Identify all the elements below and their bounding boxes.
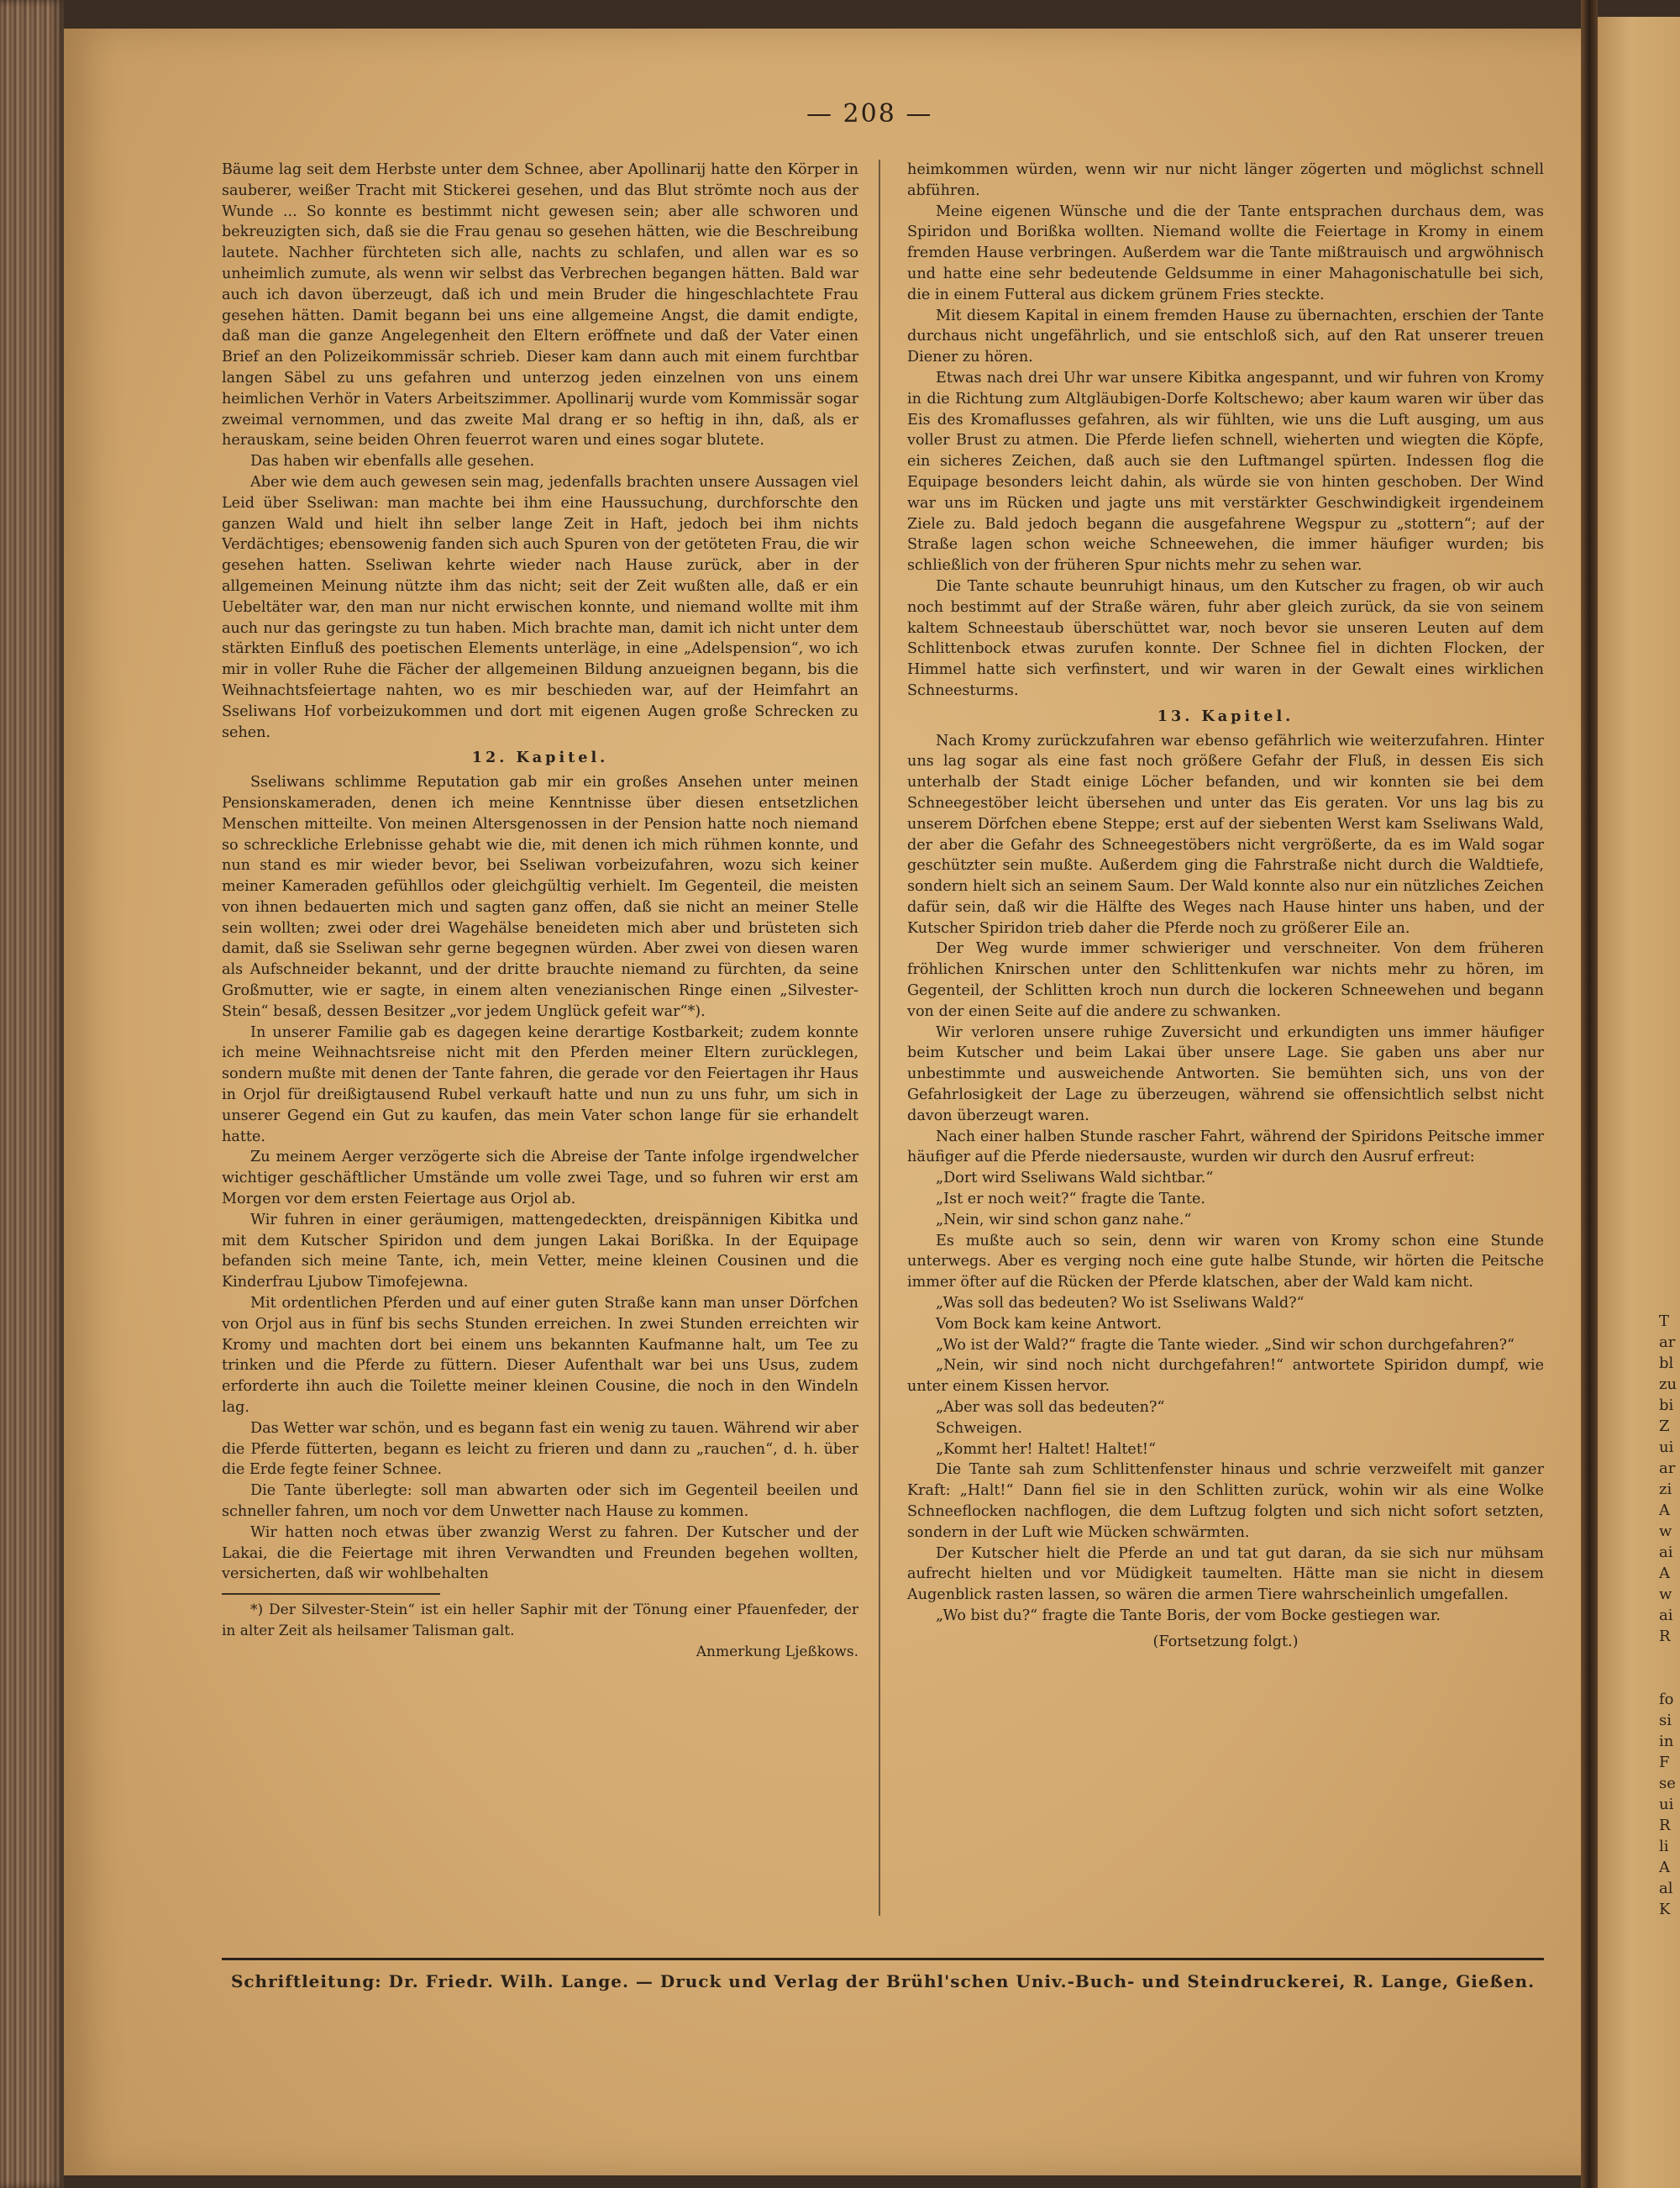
fragment: bl (1659, 1354, 1674, 1372)
paragraph: Das Wetter war schön, und es begann fast ein wenig zu tauen. Während wir aber die Pferde fütterten, begann es leicht zu frieren und dann zu „rauchen“, d. h. über die Erde fegte feiner Schnee. (222, 1419, 858, 1479)
page-number: — 208 — (806, 99, 933, 129)
continuation-note: (Fortsetzung folgt.) (1152, 1633, 1299, 1650)
fragment (1659, 1668, 1680, 1689)
footer-rule (222, 1958, 1544, 1960)
footnote-text: *) Der Silvester-Stein“ ist ein heller Saphir mit der Tönung einer Pfauenfeder, der in alter Zeit als heilsamer Talisman galt. (222, 1602, 858, 1639)
footnote-rule (222, 1593, 440, 1595)
footnote-signature: Anmerkung Ljeßkows. (696, 1643, 858, 1660)
fragment: ar (1659, 1460, 1676, 1477)
fragment: ar (1659, 1333, 1676, 1351)
fragment: zu (1659, 1375, 1677, 1393)
paragraph: Schweigen. (936, 1419, 1022, 1437)
paragraph: Wir verloren unsere ruhige Zuversicht und erkundigten uns immer häufiger beim Kutscher und beim Lakai über unsere Lage. Sie gaben uns aber nur unbestimmte und ausweichende Antworten. Sie bemühten sich, uns von der Gefahrlosigkeit der Lage zu überzeugen, während sie offensichtlich selbst nicht davon überzeugt waren. (907, 1023, 1544, 1124)
chapter-heading: 13. Kapitel. (1157, 707, 1294, 725)
fragment: R (1659, 1628, 1671, 1645)
book-spine-edge (0, 0, 64, 2188)
right-column (907, 160, 1544, 1653)
paragraph: Bäume lag seit dem Herbste unter dem Schnee, aber Apollinarij hatte den Körper in sauberer, weißer Tracht mit Stickerei gesehen, und das Blut strömte noch aus der Wunde ... So konnte es bestimmt nicht gewesen sein; aber alle schworen und bekreuzigten sich, daß sie die Frau genau so gesehen hätten, wie die Beschreibung lautete. Nachher fürchteten sich alle, nachts zu schlafen, und allen war es so unheimlich zumute, als wenn wir selbst das Verbrechen begangen hätten. Bald war auch ich davon überzeugt, daß ich und mein Bruder die hingeschlachtete Frau gesehen hätten. Damit begann bei uns eine allgemeine Angst, die damit endigte, daß man die ganze Angelegenheit den Eltern eröffnete und daß der Vater einen Brief an den Polizeikommissär schrieb. Dieser kam dann auch mit einem furchtbar langen Säbel zu uns gefahren und unterzog jeden einzelnen von uns einem heimlichen Verhör in Vaters Arbeitszimmer. Apollinarij wurde vom Kommissär sogar zweimal vernommen, und das zweite Mal drang er so heftig in ihn, daß, als er herauskam, seine beiden Ohren feuerrot waren und eines sogar blutete. (222, 161, 858, 450)
fragment: Z (1659, 1417, 1670, 1435)
page-gutter (1581, 0, 1598, 2188)
fragment: ai (1659, 1607, 1673, 1624)
paragraph: heimkommen würden, wenn wir nur nicht länger zögerten und möglichst schnell abführen. (907, 161, 1544, 199)
paragraph: Das haben wir ebenfalls alle gesehen. (250, 453, 535, 471)
column-divider (879, 160, 880, 1916)
paragraph: Nach Kromy zurückzufahren war ebenso gefährlich wie weiterzufahren. Hinter uns lag sogar als eine fast noch größere Gefahr der Fluß, in dessen Eis sich unterhalb der Stadt einige Löcher befanden, und wir konnten sie bei dem Schneegestöber leicht übersehen und unter das Eis geraten. Vor uns lag bis zu unserem Dörfchen ebene Steppe; erst auf der siebenten Werst kam Sseliwans Wald, der aber die Gefahr des Schneegestöbers nicht vergrößerte, da es im Wald sogar geschützter sein mußte. Außerdem ging die Fahrstraße nicht durch die Waldtiefe, sondern hielt sich an seinem Saum. Der Wald konnte also nur ein nützliches Zeichen dafür sein, daß wir die Hälfte des Weges nach Hause hinter uns haben, und der Kutscher Spiridon trieb daher die Pferde noch zu größerer Eile an. (907, 732, 1544, 937)
paragraph: Vom Bock kam keine Antwort. (936, 1315, 1162, 1333)
fragment: zi (1659, 1481, 1672, 1498)
paragraph: Die Tante überlegte: soll man abwarten oder sich im Gegenteil beeilen und schneller fahren, um noch vor dem Unwetter nach Hause zu kommen. (222, 1482, 858, 1520)
paragraph: „Wo bist du?“ fragte die Tante Boris, der vom Bocke gestiegen war. (936, 1607, 1441, 1624)
fragment: bi (1659, 1396, 1674, 1414)
paragraph: Zu meinem Aerger verzögerte sich die Abreise der Tante infolge irgendwelcher wichtiger geschäftlicher Umstände um volle zwei Tage, und so fuhren wir erst am Morgen vor dem ersten Feiertage aus Orjol ab. (222, 1149, 858, 1208)
paragraph: „Nein, wir sind noch nicht durchgefahren!“ antwortete Spiridon dumpf, wie unter einem Kissen hervor. (907, 1357, 1544, 1396)
paragraph: Der Kutscher hielt die Pferde an und tat gut daran, da sie sich nur mühsam aufrecht hielten und vor Müdigkeit taumelten. Hätte man sie nicht in diesem Augenblick rasten lassen, so wären die armen Tiere wahrscheinlich umgefallen. (907, 1544, 1544, 1604)
paragraph: „Was soll das bedeuten? Wo ist Sseliwans Wald?“ (936, 1295, 1305, 1312)
paragraph: „Dort wird Sseliwans Wald sichtbar.“ (936, 1170, 1214, 1187)
fragment: ui (1659, 1439, 1674, 1456)
footnote (222, 1600, 858, 1662)
paragraph: „Kommt her! Haltet! Haltet!“ (936, 1440, 1156, 1458)
fragment: K (1659, 1901, 1671, 1918)
fragment: A (1659, 1502, 1670, 1519)
fragment: in (1659, 1733, 1674, 1750)
paragraph: „Aber was soll das bedeuten?“ (936, 1399, 1165, 1417)
paragraph: Aber wie dem auch gewesen sein mag, jedenfalls brachten unsere Aussagen viel Leid über Sseliwan: man machte bei ihm eine Haussuchung, durchforschte den ganzen Wald und hielt ihn selber lange Zeit in Haft, jedoch bei ihm nichts Verdächtiges; ebensowenig fanden sich auch Spuren von der getöteten Frau, die wir gesehen hatten. Sseliwan kehrte wieder nach Hause zurück, aber in der allgemeinen Meinung nützte ihm das nicht; seit der Zeit wußten alle, daß er ein Uebeltäter war, den man nur nicht erwischen konnte, und niemand wollte mit ihm auch nur das geringste zu tun haben. Mich brachte man, damit ich nicht unter dem stärkten Einfluß des poetischen Elements unterläge, in eine „Adelspension“, wo ich mir in voller Ruhe die Fächer der allgemeinen Bildung anzueignen begann, bis die Weihnachtsfeiertage nahten, wo es mir beschieden war, auf der Heimfahrt an Sseliwans Hof vorbeizukommen und dort mit eigenen Augen große Schrecken zu sehen. (222, 473, 858, 741)
paragraph: In unserer Familie gab es dagegen keine derartige Kostbarkeit; zudem konnte ich meine Weihnachtsreise nicht mit den Pferden meiner Eltern zurücklegen, sondern mußte mit denen der Tante fahren, die gerade vor den Feiertagen ihr Haus in Orjol für dreißigtausend Rubel verkauft hatte und nun zu uns fuhr, um sich in unserer Gegend ein Gut zu kaufen, das mein Vater schon lange für sie erhandelt hatte. (222, 1023, 858, 1145)
paragraph: Es mußte auch so sein, denn wir waren von Kromy schon eine Stunde unterwegs. Aber es verging noch eine gute halbe Stunde, wir hörten die Peitsche immer öfter auf die Rücken der Pferde klatschen, aber der Wald kam nicht. (907, 1232, 1544, 1291)
paragraph: Sseliwans schlimme Reputation gab mir ein großes Ansehen unter meinen Pensionskameraden, denen ich meine Kenntnisse über diesen entsetzlichen Menschen mitteilte. Von meinen Altersgenossen in der Pension hatte noch niemand so schreckliche Erlebnisse gehabt wie die, mit denen ich mich rühmen konnte, und nun stand es mir wieder bevor, bei Sseliwan vorbeizufahren, wozu sich keiner meiner Kameraden gefühllos oder gleichgültig verhielt. Im Gegenteil, die meisten von ihnen bedauerten mich und sagten ganz offen, daß sie nicht an meiner Stelle sein wollten; zwei oder drei Wagehälse beneideten mich aber und brüsteten sich damit, daß sie Sseliwan sehr gerne begegnen würden. Aber zwei von diesen waren als Aufschneider bekannt, und der dritte brauchte niemand zu fürchten, da seine Großmutter, wie er sagte, in einem alten venezianischen Ringe einen „Silvester-Stein“ besaß, dessen Besitzer „vor jedem Unglück gefeit war“*). (222, 774, 858, 1020)
left-column (222, 160, 858, 1663)
paragraph: Etwas nach drei Uhr war unsere Kibitka angespannt, und wir fuhren von Kromy in die Richtung zum Altgläubigen-Dorfe Koltschewo; aber kaum waren wir über das Eis des Kromaflusses gefahren, als wir fühlten, wie uns die Luft ausging, um aus voller Brust zu atmen. Die Pferde liefen schnell, wieherten und wiegten die Köpfe, ein sicheres Zeichen, daß auch sie den Luftmangel spürten. Indessen flog die Equipage besonders leicht dahin, als würde sie von hinten geschoben. Der Wind war uns im Rücken und jagte uns mit verstärkter Geschwindigkeit irgendeinem Ziele zu. Bald jedoch begann die ausgefahrene Wegspur zu „stottern“; auf der Straße lagen schon weiche Schneewehen, die immer häufiger wurden; bis schließlich von der früheren Spur nichts mehr zu sehen war. (907, 369, 1544, 575)
paragraph: Die Tante sah zum Schlittenfenster hinaus und schrie verzweifelt mit ganzer Kraft: „Halt!“ Dann fiel sie in den Schlitten zurück, wohin wir als eine Wolke Schneeflocken nachflogen, die dem Luftzug folgten und sich nicht sofort setzten, sondern in der Luft wie Mücken schwärmten. (907, 1461, 1544, 1541)
imprint-footer: Schriftleitung: Dr. Friedr. Wilh. Lange. — Druck und Verlag der Brühl'schen Univ.-Buch- und Steindruckerei, R. Lange, Gießen. (230, 1971, 1536, 1991)
fragment: R (1659, 1817, 1671, 1834)
fragment: al (1659, 1880, 1673, 1897)
paragraph: „Ist er noch weit?“ fragte die Tante. (936, 1191, 1205, 1208)
paragraph: Die Tante schaute beunruhigt hinaus, um den Kutscher zu fragen, ob wir auch noch bestimmt auf der Straße wären, fuhr aber gleich zurück, da sie von seinem kaltem Schneestaub überschüttet war, noch bevor sie unseren Leuten auf dem Schlittenbock etwas zurufen konnte. Der Schnee fiel in dichten Flocken, der Himmel hatte sich verfinstert, und wir waren in der Gewalt eines wirklichen Schneesturms. (907, 577, 1544, 699)
paragraph: Wir fuhren in einer geräumigen, mattengedeckten, dreispännigen Kibitka und mit dem Kutscher Spiridon und dem jungen Lakai Borißka. In der Equipage befanden sich meine Tante, ich, mein Vetter, meine kleinen Cousinen und die Kinderfrau Ljubow Timofejewna. (222, 1211, 858, 1291)
fragment: se (1659, 1775, 1676, 1792)
paragraph: Meine eigenen Wünsche und die der Tante entsprachen durchaus dem, was Spiridon und Borißka wollten. Niemand wollte die Feiertage in Kromy in einem fremden Hause verbringen. Außerdem war die Tante mißtrauisch und argwöhnisch und hatte eine sehr bedeutende Geldsumme in einer Mahagonischatulle bei sich, die in einem Futteral aus dickem grünem Fries steckte. (907, 202, 1544, 303)
fragment: F (1659, 1754, 1670, 1771)
fragment: fo (1659, 1691, 1674, 1708)
paragraph: Wir hatten noch etwas über zwanzig Werst zu fahren. Der Kutscher und der Lakai, die die Feiertage mit ihren Verwandten und Freunden begehen wollten, versicherten, daß wir wohlbehalten (222, 1523, 858, 1583)
fragment (1659, 1647, 1680, 1668)
fragment: li (1659, 1838, 1669, 1855)
paragraph: Der Weg wurde immer schwieriger und verschneiter. Von dem früheren fröhlichen Knirschen unter den Schlittenkufen war nichts mehr zu hören, im Gegenteil, der Schlitten kroch nun durch die lockeren Schneewehen und begann von der einen Seite auf die andere zu schwanken. (907, 940, 1544, 1020)
chapter-heading: 12. Kapitel. (471, 749, 609, 767)
fragment: A (1659, 1859, 1670, 1876)
paragraph: „Wo ist der Wald?“ fragte die Tante wieder. „Sind wir schon durchgefahren?“ (936, 1336, 1515, 1354)
paragraph: Nach einer halben Stunde rascher Fahrt, während der Spiridons Peitsche immer häufiger auf die Pferde niedersauste, wurden wir durch den Ausruf erfreut: (907, 1128, 1544, 1166)
paragraph: Mit ordentlichen Pferden und auf einer guten Straße kann man unser Dörfchen von Orjol aus in fünf bis sechs Stunden erreichen. In zwei Stunden erreichten wir Kromy und machten dort bei einem uns bekannten Kaufmanne halt, um Tee zu trinken und die Pferde zu füttern. Dieser Aufenthalt war bei uns Usus, zudem erforderte ihn auch die Toilette meiner kleinen Cousine, die noch in den Windeln lag. (222, 1295, 858, 1417)
fragment: w (1659, 1586, 1672, 1603)
paragraph: Mit diesem Kapital in einem fremden Hause zu übernachten, erschien der Tante durchaus nicht ungefährlich, und sie entschloß sich, auf den Rat unserer treuen Diener zu hören. (907, 307, 1544, 366)
fragment: ui (1659, 1796, 1674, 1813)
fragment: w (1659, 1523, 1672, 1540)
paragraph: „Nein, wir sind schon ganz nahe.“ (936, 1211, 1192, 1228)
fragment: A (1659, 1565, 1670, 1582)
fragment: T (1659, 1312, 1670, 1330)
fragment: si (1659, 1712, 1672, 1729)
fragment: ai (1659, 1544, 1673, 1561)
next-page-text-fragments (1659, 1311, 1680, 1920)
